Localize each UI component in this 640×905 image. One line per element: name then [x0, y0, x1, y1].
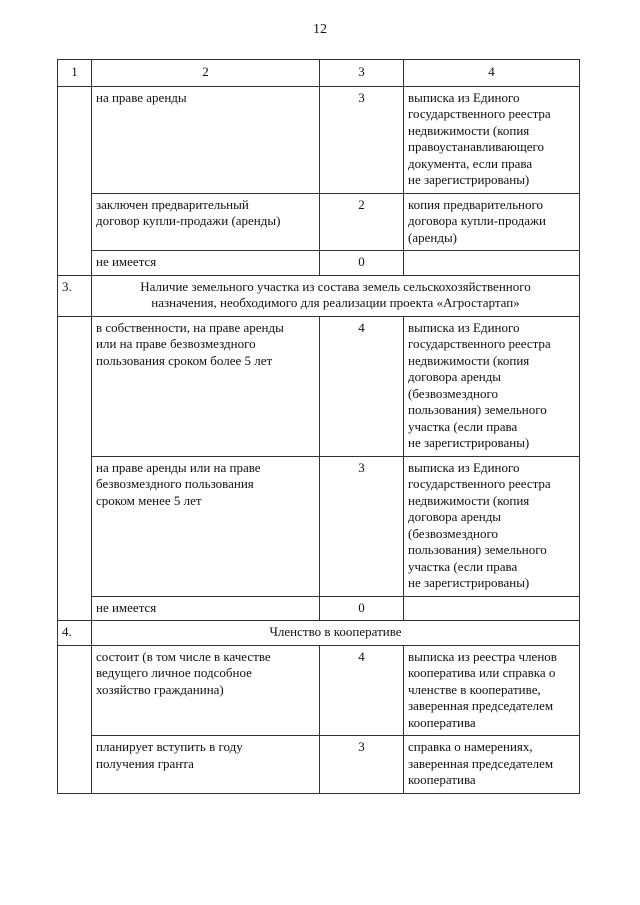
documents-cell-line: (безвозмездного — [408, 525, 498, 541]
condition-cell-line: ведущего личное подсобное — [96, 665, 252, 680]
score-cell: 4 — [320, 645, 404, 736]
header-cell: 4 — [404, 60, 580, 87]
documents-cell-line: выписка из Единого — [408, 319, 520, 335]
condition-cell — [92, 456, 320, 596]
documents-cell-line: кооператива — [408, 772, 476, 787]
table-row — [58, 736, 580, 794]
documents-cell-line: (безвозмездного — [408, 385, 498, 401]
condition-cell-line: получения гранта — [96, 755, 194, 771]
documents-cell-line: правоустанавливающего — [408, 139, 545, 154]
section-title — [92, 621, 580, 646]
documents-cell-line: государственного реестра — [408, 336, 551, 351]
table-row — [58, 596, 580, 621]
condition-cell: на праве аренды — [92, 86, 320, 193]
documents-cell-line: государственного реестра — [408, 106, 551, 121]
condition-cell-line: планирует вступить в году — [96, 739, 243, 754]
section-title-row — [58, 621, 580, 646]
documents-cell-line: недвижимости (копия — [408, 352, 530, 368]
row-number-cell — [58, 86, 92, 275]
documents-cell-line: недвижимости (копия — [408, 122, 530, 138]
table-row — [58, 193, 580, 251]
documents-cell-line: выписка из реестра членов — [408, 648, 557, 664]
documents-cell — [404, 596, 580, 621]
condition-cell-line: сроком менее 5 лет — [96, 492, 202, 508]
section-number: 3. — [58, 275, 92, 316]
section-title — [92, 275, 580, 316]
documents-cell-line: пользования) земельного — [408, 402, 547, 417]
section-title-line: Членство в кооперативе — [269, 624, 402, 639]
documents-cell-line: участка (если права — [408, 418, 518, 434]
condition-cell — [92, 316, 320, 456]
table-row — [58, 86, 580, 193]
score-cell: 3 — [320, 456, 404, 596]
documents-cell-line: не зарегистрированы) — [408, 172, 530, 187]
documents-cell-line: (аренды) — [408, 229, 458, 245]
documents-cell — [404, 86, 580, 193]
row-number-cell — [58, 316, 92, 621]
score-cell: 0 — [320, 251, 404, 276]
table-row — [58, 456, 580, 596]
documents-cell-line: не зарегистрированы) — [408, 575, 530, 590]
table-header-row — [58, 60, 580, 87]
section-number: 4. — [58, 621, 92, 646]
documents-cell-line: копия предварительного — [408, 196, 543, 212]
condition-cell-line: состоит (в том числе в качестве — [96, 648, 271, 664]
documents-cell-line: кооператива — [408, 714, 476, 730]
documents-cell-line: заверенная председателем — [408, 755, 554, 771]
documents-cell-line: недвижимости (копия — [408, 492, 530, 508]
documents-cell — [404, 193, 580, 251]
table-row — [58, 251, 580, 276]
documents-cell — [404, 736, 580, 794]
documents-cell-line: справка о намерениях, — [408, 739, 533, 754]
documents-cell-line: договора купли-продажи — [408, 213, 546, 228]
documents-cell-line: договора аренды — [408, 509, 502, 524]
documents-cell-line: государственного реестра — [408, 476, 551, 491]
header-cell: 2 — [92, 60, 320, 87]
documents-cell-line: выписка из Единого — [408, 89, 520, 105]
row-number-cell — [58, 645, 92, 793]
documents-cell-line: членстве в кооперативе, — [408, 681, 541, 697]
condition-cell-line: на праве аренды или на праве — [96, 459, 261, 475]
documents-cell — [404, 645, 580, 736]
condition-cell-line: хозяйство гражданина) — [96, 681, 224, 697]
page-number: 12 — [313, 22, 327, 37]
documents-cell — [404, 316, 580, 456]
documents-cell-line: заверенная председателем — [408, 698, 554, 713]
condition-cell — [92, 645, 320, 736]
section-title-row — [58, 275, 580, 316]
score-cell: 3 — [320, 86, 404, 193]
documents-cell-line: договора аренды — [408, 369, 502, 384]
documents-cell-line: кооператива или справка о — [408, 665, 556, 680]
documents-cell-line: выписка из Единого — [408, 459, 520, 475]
condition-cell — [92, 736, 320, 794]
condition-cell-line: в собственности, на праве аренды — [96, 319, 284, 335]
criteria-table — [57, 59, 580, 794]
condition-cell-line: безвозмездного пользования — [96, 476, 254, 491]
condition-cell — [92, 193, 320, 251]
documents-cell-line: участка (если права — [408, 558, 518, 574]
score-cell: 0 — [320, 596, 404, 621]
table-row — [58, 316, 580, 456]
condition-cell-line: договор купли-продажи (аренды) — [96, 213, 281, 228]
condition-cell-line: пользования сроком более 5 лет — [96, 352, 273, 368]
condition-cell: не имеется — [92, 596, 320, 621]
header-cell: 1 — [58, 60, 92, 87]
score-cell: 3 — [320, 736, 404, 794]
documents-cell-line: не зарегистрированы) — [408, 435, 530, 450]
documents-cell — [404, 456, 580, 596]
documents-cell — [404, 251, 580, 276]
section-title-line: назначения, необходимого для реализации проекта «Агростартап» — [151, 295, 520, 310]
condition-cell-line: заключен предварительный — [96, 196, 249, 212]
condition-cell-line: или на праве безвозмездного — [96, 336, 256, 351]
section-title-line: Наличие земельного участка из состава земель сельскохозяйственного — [140, 278, 531, 294]
documents-cell-line: документа, если права — [408, 155, 533, 171]
score-cell: 2 — [320, 193, 404, 251]
condition-cell: не имеется — [92, 251, 320, 276]
score-cell: 4 — [320, 316, 404, 456]
table-row — [58, 645, 580, 736]
documents-cell-line: пользования) земельного — [408, 542, 547, 557]
header-cell: 3 — [320, 60, 404, 87]
